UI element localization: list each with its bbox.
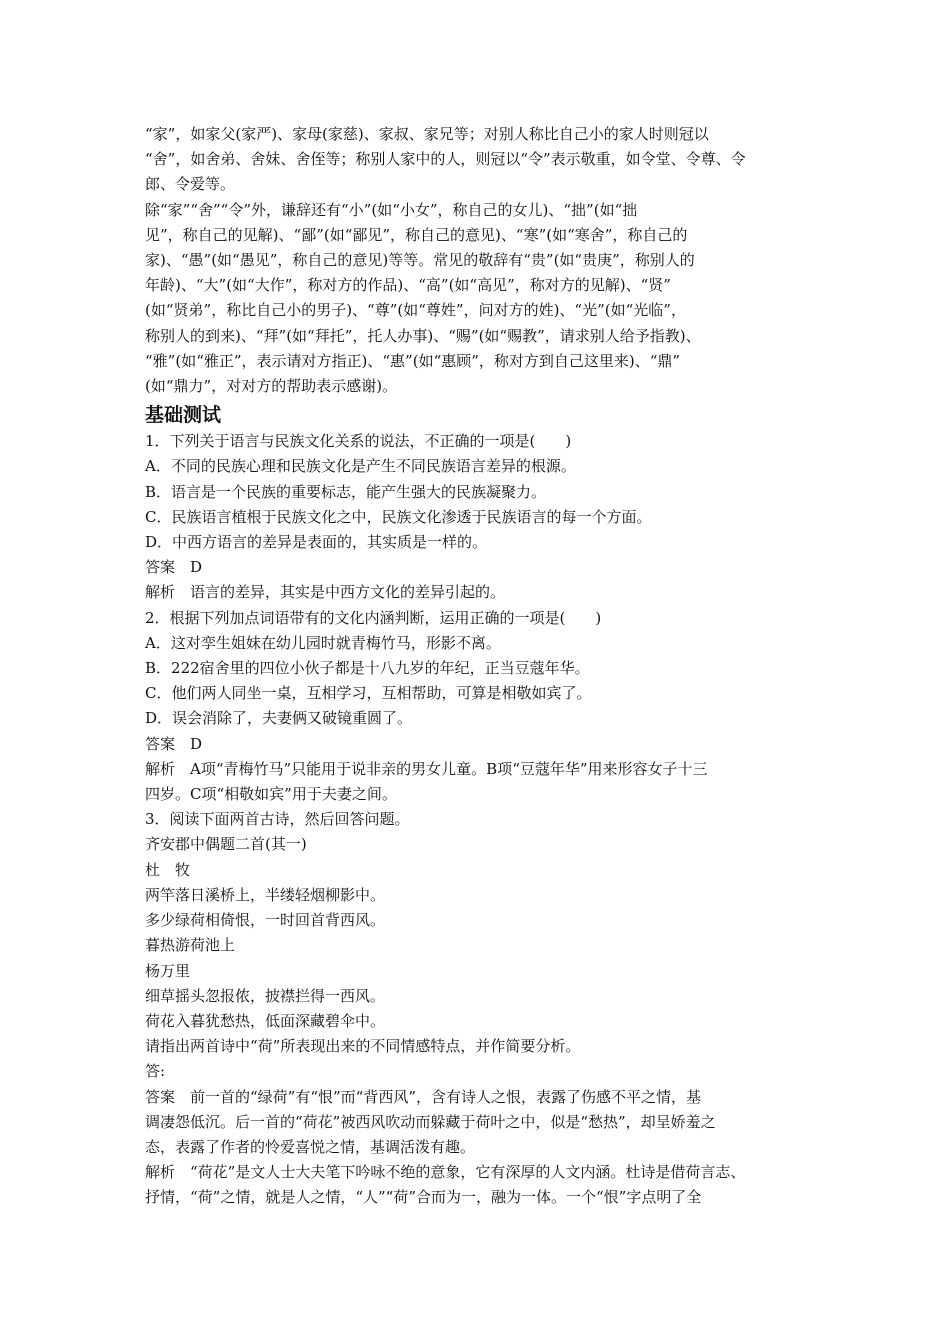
text-line: 细草摇头忽报侬，披襟拦得一西风。	[145, 986, 386, 1005]
text-line: 3．阅读下面两首古诗，然后回答问题。	[145, 810, 410, 829]
text-line: “家”，如家父(家严)、家母(家慈)、家叔、家兄等；对别人称比自己小的家人时则冠以	[145, 125, 709, 143]
text-line: 答案 前一首的“绿荷”有“恨”而“背西风”，含有诗人之恨，表露了伤感不平之情，基	[145, 1087, 702, 1106]
text-line: 答案 D	[145, 558, 203, 577]
text-line: 暮热游荷池上	[145, 936, 236, 955]
document-page	[145, 122, 810, 1211]
text-line: (如“贤弟”，称比自己小的男子)、“尊”(如“尊姓”，问对方的姓)、“光”(如“光临”，	[145, 301, 686, 320]
text-line: “舍”，如舍弟、舍妹、舍侄等；称别人家中的人，则冠以“令”表示敬重，如令堂、令尊、令	[145, 150, 746, 169]
text-line: 解析 A项“青梅竹马”只能用于说非亲的男女儿童。B项“豆蔻年华”用来形容女子十三	[145, 759, 708, 778]
text-line: 四岁。C项“相敬如宾”用于夫妻之间。	[145, 785, 397, 804]
exercise-content	[145, 429, 810, 1210]
text-line: 抒情，“荷”之情，就是人之情，“人”“荷”合而为一，融为一体。一个“恨”字点明了全	[145, 1188, 702, 1207]
text-line: A．不同的民族心理和民族文化是产生不同民族语言差异的根源。	[145, 457, 576, 476]
text-line: 杜 牧	[145, 860, 191, 879]
text-line: 解析 “荷花”是文人士大夫笔下吟咏不绝的意象，它有深厚的人文内涵。杜诗是借荷言志、	[145, 1163, 746, 1182]
text-line: D．误会消除了，夫妻俩又破镜重圆了。	[145, 709, 413, 728]
intro-paragraphs	[145, 122, 810, 399]
text-line: 齐安郡中偶题二首(其一)	[145, 835, 307, 854]
text-line: 郎、令爱等。	[145, 175, 236, 194]
text-line: 杨万里	[145, 961, 191, 980]
text-line: 称别人的到来)、“拜”(如“拜托”，托人办事)、“赐”(如“赐教”，请求别人给予指教)、	[145, 326, 701, 345]
text-line: D．中西方语言的差异是表面的，其实质是一样的。	[145, 533, 488, 552]
text-line: 多少绿荷相倚恨，一时回首背西风。	[145, 911, 386, 930]
text-line: 家)、“愚”(如“愚见”，称自己的意见)等等。常见的敬辞有“贵”(如“贵庚”，称别人的	[145, 251, 695, 270]
text-line: A．这对孪生姐妹在幼儿园时就青梅竹马，形影不离。	[145, 633, 501, 652]
text-line: 答:	[145, 1062, 166, 1081]
text-line: C．他们两人同坐一桌，互相学习，互相帮助，可算是相敬如宾了。	[145, 684, 592, 703]
text-line: B．222宿舍里的四位小伙子都是十八九岁的年纪，正当豆蔻年华。	[145, 659, 590, 678]
text-line: “雅”(如“雅正”，表示请对方指正)、“惠”(如“惠顾”，称对方到自己这里来)、“鼎”	[145, 351, 681, 370]
text-line: 1．下列关于语言与民族文化关系的说法，不正确的一项是( )	[145, 432, 572, 451]
section-title: 基础测试	[145, 404, 222, 427]
text-line: 除“家”“舍”“令”外，谦辞还有“小”(如“小女”，称自己的女儿)、“拙”(如“拙	[145, 200, 638, 219]
text-line: 请指出两首诗中“荷”所表现出来的不同情感特点，并作简要分析。	[145, 1037, 581, 1056]
text-line: C．民族语言植根于民族文化之中，民族文化渗透于民族语言的每一个方面。	[145, 507, 652, 526]
text-line: 态，表露了作者的怜爱喜悦之情，基调活泼有趣。	[145, 1137, 476, 1156]
text-line: 荷花入暮犹愁热，低面深藏碧伞中。	[145, 1011, 386, 1030]
text-line: 两竿落日溪桥上，半缕轻烟柳影中。	[145, 885, 386, 904]
text-line: 调凄怨低沉。后一首的“荷花”被西风吹动而躲藏于荷叶之中，似是“愁热”，却呈娇羞之	[145, 1112, 716, 1131]
text-line: 答案 D	[145, 734, 203, 753]
text-line: B．语言是一个民族的重要标志，能产生强大的民族凝聚力。	[145, 482, 547, 501]
text-line: 解析 语言的差异，其实是中西方文化的差异引起的。	[145, 583, 506, 602]
text-line: (如“鼎力”，对对方的帮助表示感谢)。	[145, 377, 398, 396]
text-line: 年龄)、“大”(如“大作”，称对方的作品)、“高”(如“高见”，称对方的见解)、“贤”	[145, 276, 671, 295]
text-line: 2．根据下列加点词语带有的文化内涵判断，运用正确的一项是( )	[145, 608, 602, 627]
text-line: 见”，称自己的见解)、“鄙”(如“鄙见”，称自己的意见)、“寒”(如“寒舍”，称自己的	[145, 225, 688, 244]
